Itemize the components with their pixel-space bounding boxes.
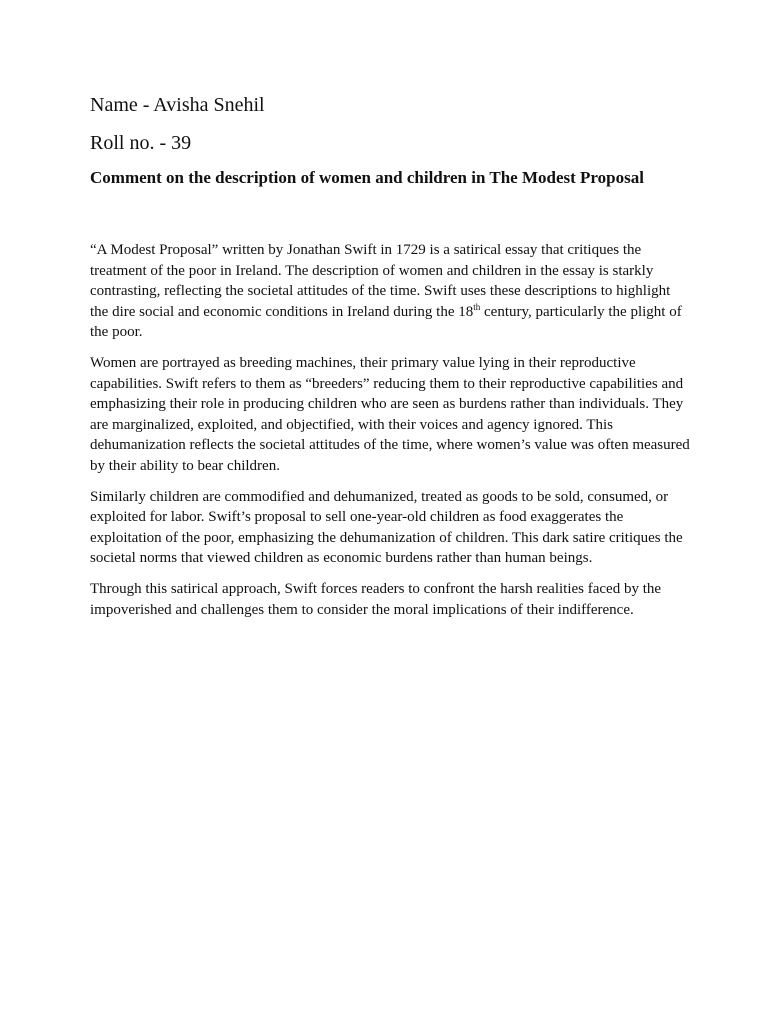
paragraph-children: Similarly children are commodified and dehumanized, treated as goods to be sold, consumed, or exploited for labor. Swift’s proposal to sell one-year-old children as food exaggerates the exploitation of the poor, emphasizing the dehumanization of children. This dark satire critiques the societal norms that viewed children as economic burdens rather than human beings. (90, 488, 683, 567)
paragraph-intro-text-end: century, particularly the plight of the poor. (90, 303, 682, 341)
paragraph-intro-text-start: “A Modest Proposal” written by Jonathan Swift in 1729 is a satirical essay that critiques the treatment of the poor in Ireland. The description of women and children in the essay is starkly contrasting, reflecting the societal attitudes of the time. Swift uses these descriptions to highlight the dire social and economic conditions in Ireland during the 18 (90, 242, 671, 320)
paragraph-women: Women are portrayed as breeding machines, their primary value lying in their reproductive capabilities. Swift refers to them as “breeders” reducing them to their reproductive capabilities and emphasizing their role in producing children who are seen as burdens rather than individuals. They are marginalized, exploited, and objectified, with their voices and agency ignored. This dehumanization reflects the societal attitudes of the time, where women’s value was often measured by their ability to bear children. (90, 354, 690, 474)
ordinal-superscript: th (473, 301, 481, 312)
essay-title: Comment on the description of women and children in The Modest Proposal (90, 168, 644, 187)
paragraph-intro (90, 240, 690, 343)
document-body (90, 92, 690, 630)
student-name: Name - Avisha Snehil (90, 94, 265, 116)
roll-number: Roll no. - 39 (90, 132, 192, 154)
paragraph-conclusion: Through this satirical approach, Swift forces readers to confront the harsh realities faced by the impoverished and challenges them to consider the moral implications of their indifference. (90, 580, 662, 618)
